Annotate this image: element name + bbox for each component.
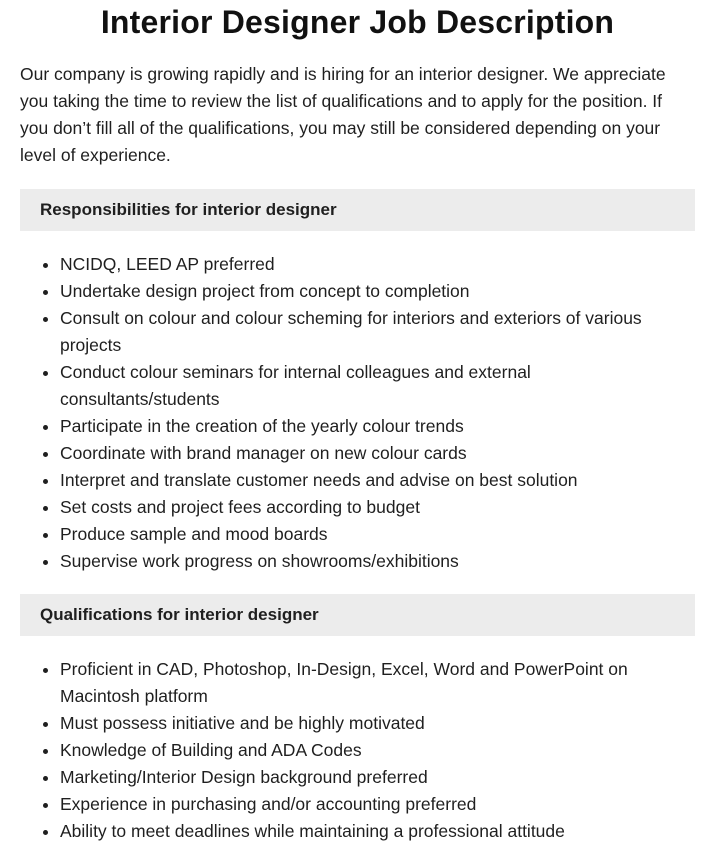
qualifications-list xyxy=(20,656,695,845)
responsibilities-list xyxy=(20,251,695,575)
intro-paragraph: Our company is growing rapidly and is hiring for an interior designer. We appreciate you taking the time to review the list of qualifications and to apply for the position. If you don’t fill all of the qualifications, you may still be considered depending on your level of experience. xyxy=(20,64,666,165)
list-item: Knowledge of Building and ADA Codes xyxy=(60,737,695,764)
page-title: Interior Designer Job Description xyxy=(100,4,615,40)
list-item: Must possess initiative and be highly motivated xyxy=(60,710,695,737)
list-item: Marketing/Interior Design background preferred xyxy=(60,764,695,791)
list-item: Supervise work progress on showrooms/exhibitions xyxy=(60,548,695,575)
list-item: Produce sample and mood boards xyxy=(60,521,695,548)
list-item: Coordinate with brand manager on new colour cards xyxy=(60,440,695,467)
list-item: Consult on colour and colour scheming for interiors and exteriors of various projects xyxy=(60,305,695,359)
list-item: Undertake design project from concept to completion xyxy=(60,278,695,305)
list-item: Set costs and project fees according to budget xyxy=(60,494,695,521)
list-item: Conduct colour seminars for internal colleagues and external consultants/students xyxy=(60,359,695,413)
list-item: Experience in purchasing and/or accounting preferred xyxy=(60,791,695,818)
list-item: Participate in the creation of the yearly colour trends xyxy=(60,413,695,440)
responsibilities-heading: Responsibilities for interior designer xyxy=(20,189,695,231)
list-item: NCIDQ, LEED AP preferred xyxy=(60,251,695,278)
list-item: Ability to meet deadlines while maintaining a professional attitude xyxy=(60,818,695,845)
list-item: Proficient in CAD, Photoshop, In-Design, Excel, Word and PowerPoint on Macintosh platform xyxy=(60,656,695,710)
list-item: Interpret and translate customer needs and advise on best solution xyxy=(60,467,695,494)
qualifications-heading: Qualifications for interior designer xyxy=(20,594,695,636)
